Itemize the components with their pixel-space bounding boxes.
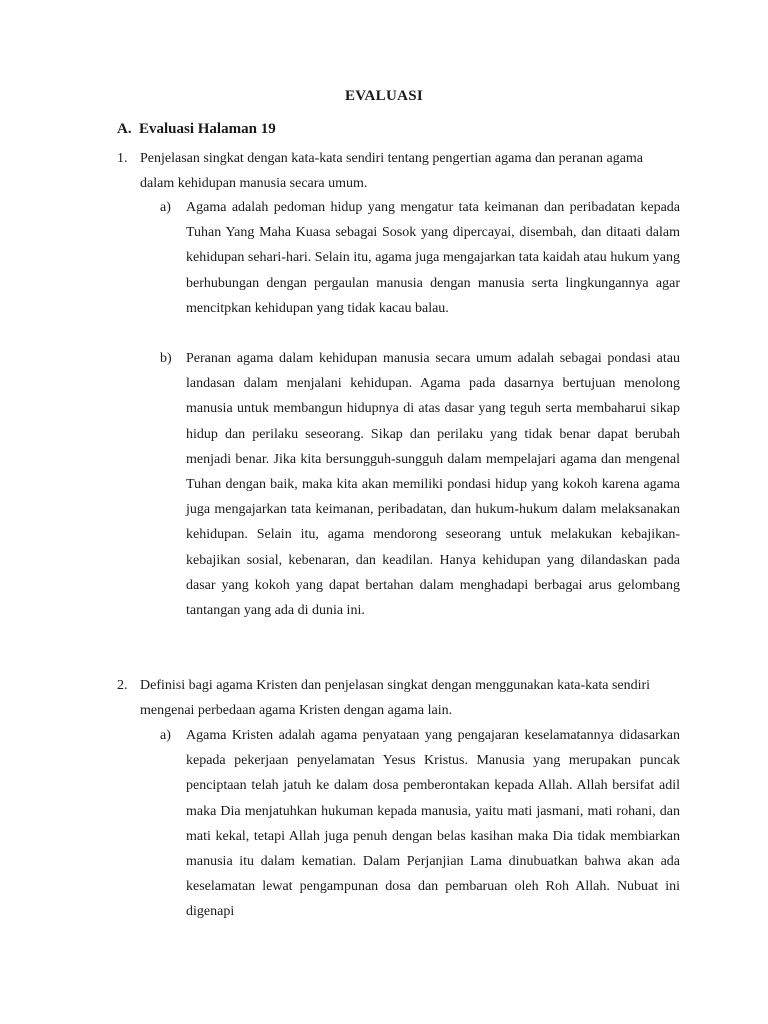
answer-label: a) [160, 200, 171, 215]
answer-label: b) [160, 351, 172, 366]
question-number: 1. [117, 151, 128, 166]
question-2 [117, 673, 677, 723]
question-1 [117, 146, 677, 196]
section-heading [117, 121, 276, 138]
answer-1a [160, 195, 680, 321]
answer-label: a) [160, 728, 171, 743]
question-number: 2. [117, 678, 128, 693]
question-text: Definisi bagi agama Kristen dan penjelasan singkat dengan menggunakan kata-kata sendiri mengenai perbedaan agama Kristen dengan agama lain. [140, 678, 651, 718]
section-heading-text: Evaluasi Halaman 19 [139, 121, 276, 137]
answer-text: Agama adalah pedoman hidup yang mengatur tata keimanan dan peribadatan kepada Tuhan Yang Maha Kuasa sebagai Sosok yang dipercayai, disembah, dan ditaati dalam kehidupan sehari-hari. Selain itu, agama juga mengajarkan tata kaidah atau hukum yang berhubungan dengan pergaulan manusia dengan manusia serta lingkungannya agar mencitpkan kehidupan yang tidak kacau balau. [186, 200, 680, 316]
section-letter: A. [117, 121, 132, 137]
answer-text: Peranan agama dalam kehidupan manusia secara umum adalah sebagai pondasi atau landasan dalam menjalani kehidupan. Agama pada dasarnya bertujuan menolong manusia untuk membangun hidupnya di atas dasar yang teguh serta membaharui sikap hidup dan perilaku seseorang. Sikap dan perilaku yang tidak benar dapat berubah menjadi benar. Jika kita bersungguh-sungguh dalam mempelajari agama dan mengenal Tuhan dengan baik, maka kita akan memiliki pondasi hidup yang kokoh karena agama juga mengajarkan tata keimanan, peribadatan, dan hukum-hukum dalam melaksanakan kehidupan. Selain itu, agama mendorong seseorang untuk melakukan kebajikan-kebajikan sosial, kebenaran, dan keadilan. Hanya kehidupan yang dilandaskan pada dasar yang kokoh yang dapat bertahan dalam menghadapi berbagai arus gelombang tantangan yang ada di dunia ini. [186, 351, 680, 619]
answer-1b [160, 346, 680, 623]
answer-text: Agama Kristen adalah agama penyataan yang pengajaran keselamatannya didasarkan kepada pekerjaan penyelamatan Yesus Kristus. Manusia yang merupakan puncak penciptaan telah jatuh ke dalam dosa pemberontakan kepada Allah. Allah bersifat adil maka Dia menjatuhkan hukuman kepada manusia, yaitu mati jasmani, mati rohani, dan mati kekal, tetapi Allah juga penuh dengan belas kasihan maka Dia tidak membiarkan manusia itu dalam kematian. Dalam Perjanjian Lama dinubuatkan bahwa akan ada keselamatan lewat pengampunan dosa dan pembaruan oleh Roh Allah. Nubuat ini digenapi [186, 728, 680, 920]
question-text: Penjelasan singkat dengan kata-kata sendiri tentang pengertian agama dan peranan agama dalam kehidupan manusia secara umum. [140, 151, 644, 191]
page-title: EVALUASI [345, 88, 423, 104]
answer-2a [160, 723, 680, 925]
